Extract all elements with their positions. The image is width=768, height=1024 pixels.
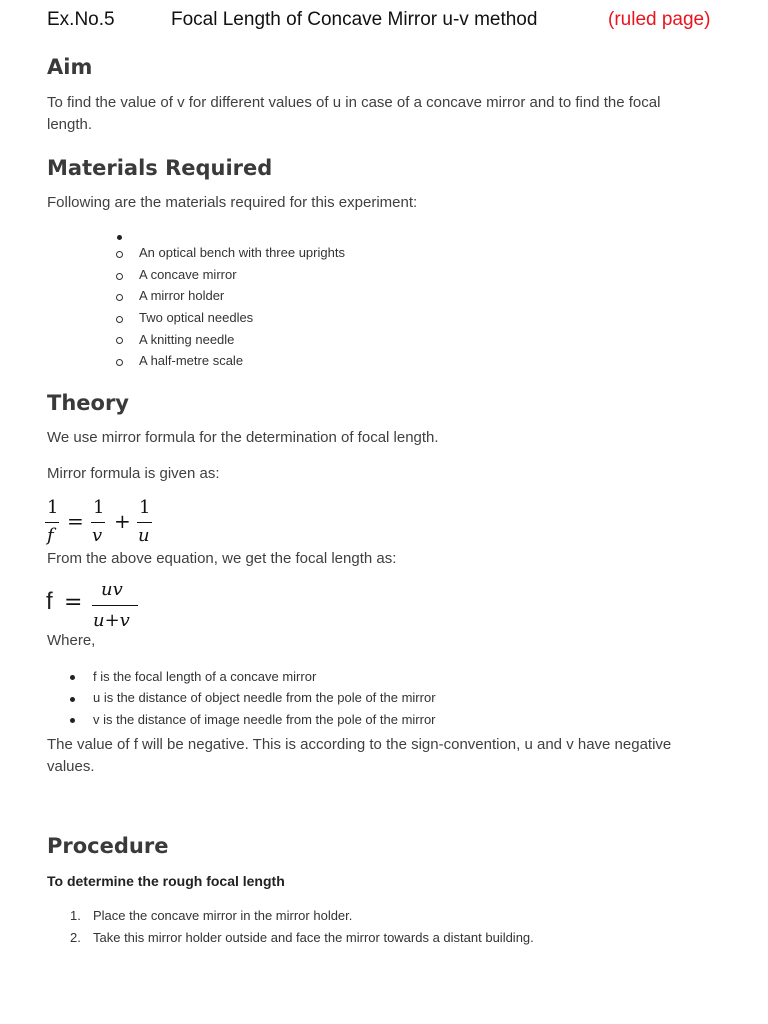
empty-bullet [117,235,122,240]
material-item: A mirror holder [139,288,225,303]
fraction-bar [91,522,105,523]
theory-paragraph-2: Mirror formula is given as: [47,465,220,482]
theory-paragraph-3: From the above equation, we get the focal length as: [47,550,397,567]
definition-item: f is the focal length of a concave mirror [93,669,317,684]
page-title: Focal Length of Concave Mirror u-v method [171,9,538,30]
material-item: An optical bench with three uprights [139,245,345,260]
theory-paragraph-1: We use mirror formula for the determination of focal length. [47,429,439,446]
denominator-u-plus-v: u+v [93,610,130,631]
hollow-bullet-icon [116,359,123,366]
step-number: 2. [70,930,81,945]
aim-text: To find the value of v for different values of u in case of a concave mirror and to find the focal length. [47,94,661,133]
materials-intro: Following are the materials required for this experiment: [47,194,418,211]
fraction-bar [92,605,138,606]
sign-convention-note: The value of f will be negative. This is according to the sign-convention, u and v have negative values. [47,736,672,775]
denominator-v: v [92,525,103,546]
equals-sign: = [64,590,83,615]
material-item: Two optical needles [139,310,254,325]
definition-item: v is the distance of image needle from the pole of the mirror [93,712,436,727]
plus-sign: + [114,509,131,533]
materials-heading: Materials Required [47,156,273,180]
hollow-bullet-icon [116,273,123,280]
material-item: A knitting needle [139,332,235,347]
fraction-bar [45,522,59,523]
hollow-bullet-icon [116,251,123,258]
hollow-bullet-icon [116,337,123,344]
procedure-step: Take this mirror holder outside and face the mirror towards a distant building. [93,930,534,945]
material-item: A concave mirror [139,267,237,282]
procedure-heading: Procedure [47,834,169,858]
material-item: A half-metre scale [139,353,244,368]
fraction-bar [137,522,152,523]
where-label: Where, [47,632,96,649]
bullet-icon [70,675,75,680]
numerator-one: 1 [47,497,59,518]
hollow-bullet-icon [116,294,123,301]
step-number: 1. [70,908,81,923]
denominator-u: u [138,525,150,546]
ruled-page-note: (ruled page) [608,9,711,30]
definition-item: u is the distance of object needle from the pole of the mirror [93,690,436,705]
exercise-number: Ex.No.5 [47,9,115,30]
numerator-one: 1 [93,497,105,518]
numerator-uv: uv [101,579,123,600]
aim-heading: Aim [47,55,93,79]
denominator-f: f [47,525,54,546]
numerator-one: 1 [139,497,151,518]
procedure-step: Place the concave mirror in the mirror holder. [93,908,353,923]
equals-sign: = [67,509,84,533]
lhs-f: f [46,588,53,615]
bullet-icon [70,718,75,723]
theory-heading: Theory [47,391,129,415]
hollow-bullet-icon [116,316,123,323]
procedure-subheading: To determine the rough focal length [47,873,285,889]
bullet-icon [70,697,75,702]
